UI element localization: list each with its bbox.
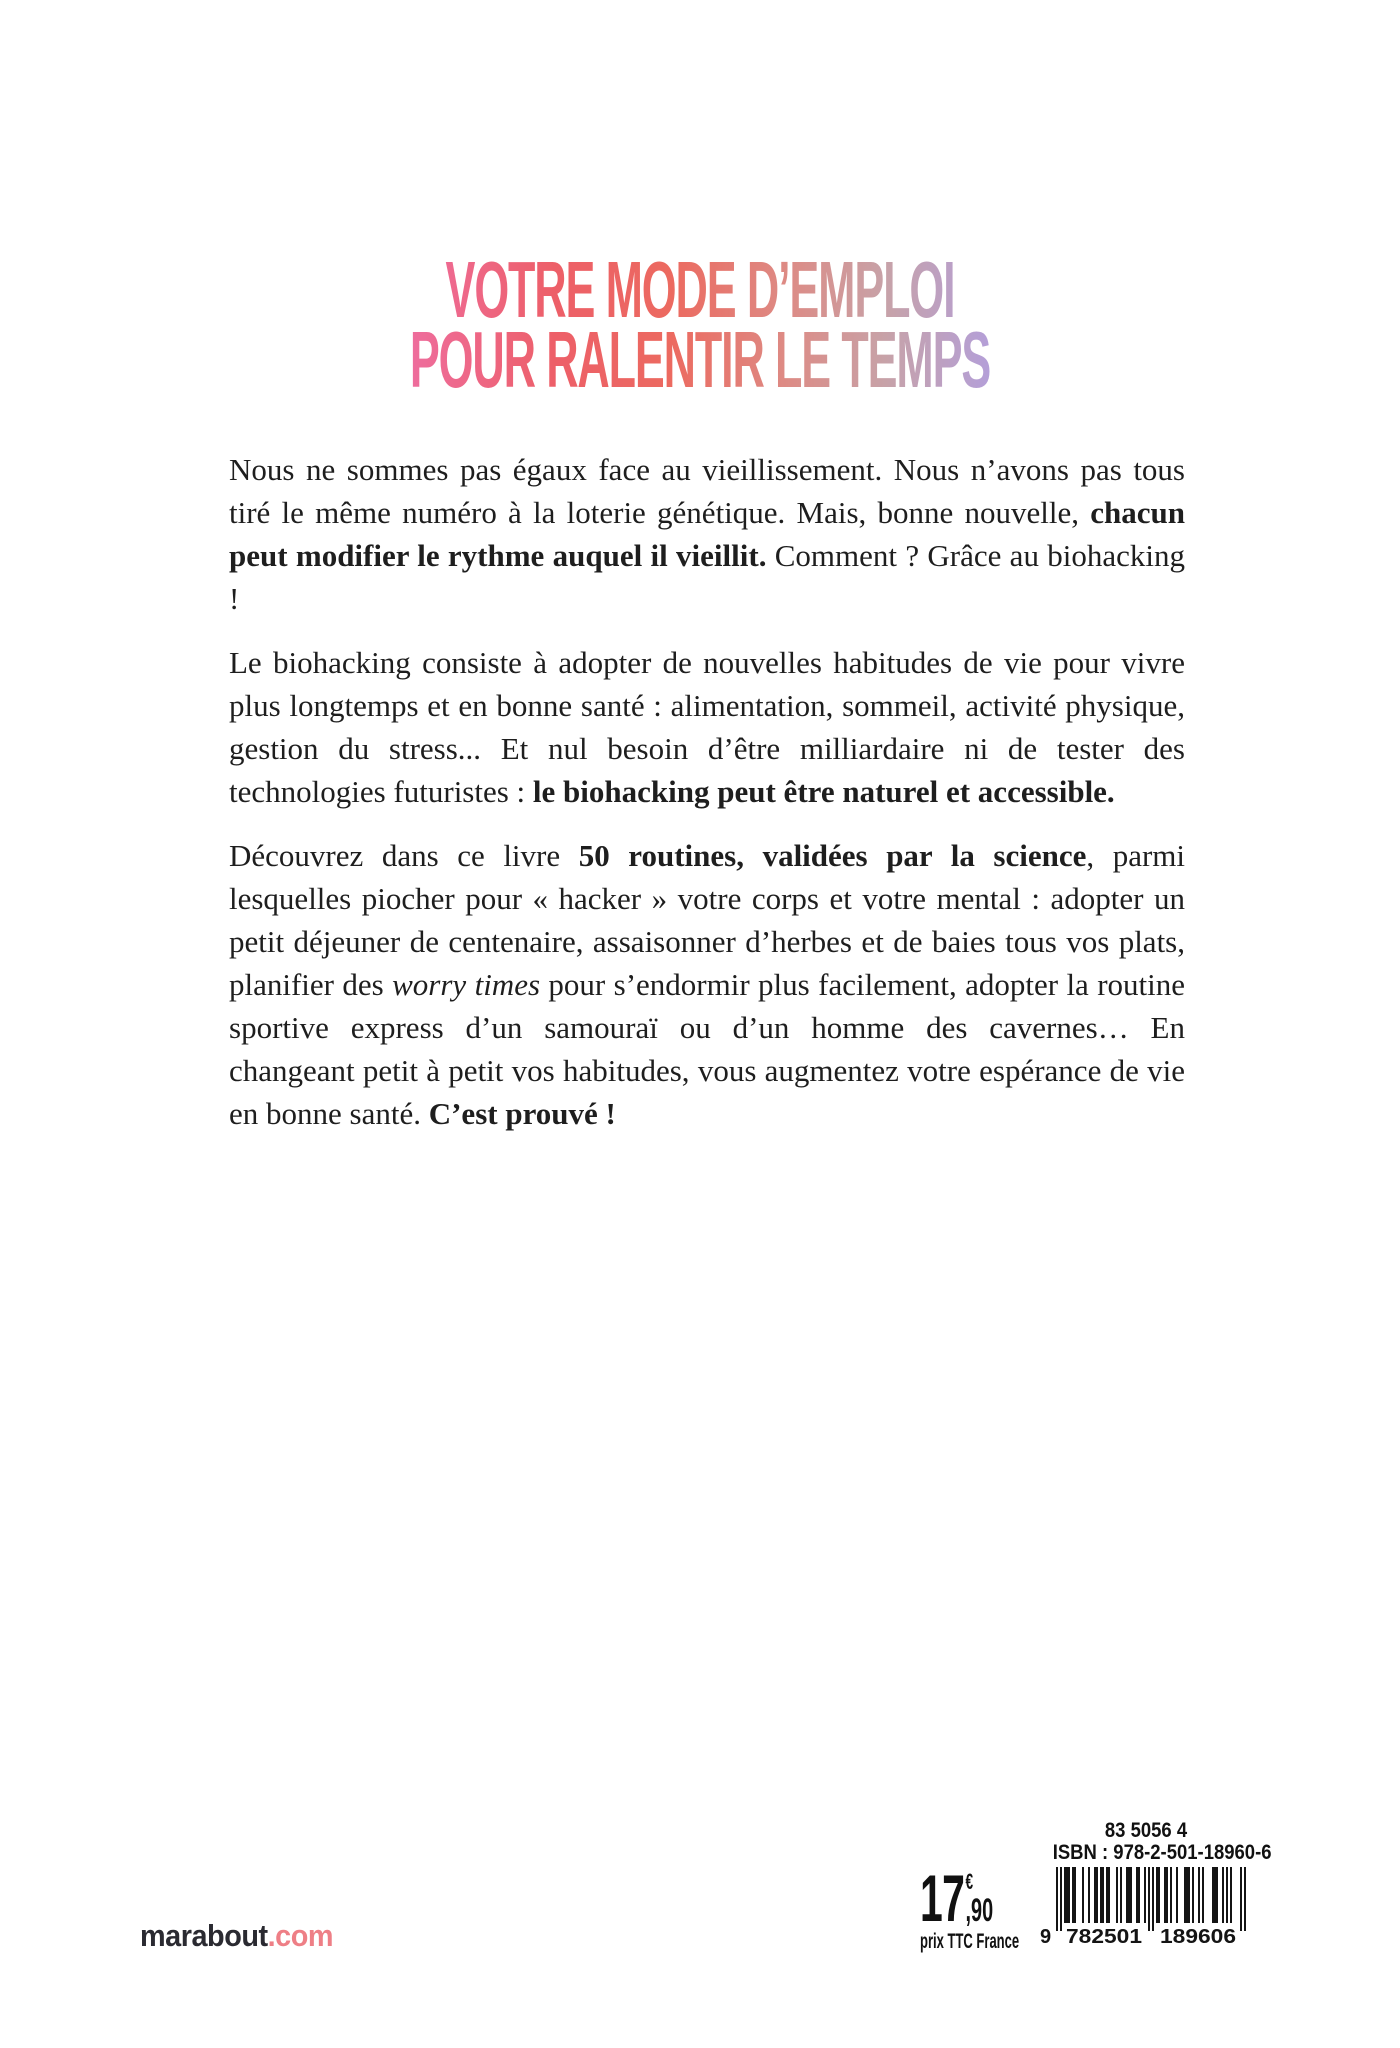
barcode-bar bbox=[1214, 1867, 1216, 1923]
barcode-bar bbox=[1184, 1867, 1186, 1923]
publisher-logo bbox=[140, 1918, 333, 1954]
barcode-bar bbox=[1152, 1867, 1154, 1931]
text-segment: worry times bbox=[392, 967, 541, 1002]
barcode-bar bbox=[1136, 1867, 1138, 1923]
text-segment: chacun peut modifier le rythme auquel il vieillit. bbox=[229, 495, 1185, 573]
barcode-bar bbox=[1226, 1867, 1228, 1923]
barcode-digits: 189606 bbox=[1160, 1926, 1236, 1945]
publisher-domain: .com bbox=[267, 1918, 334, 1953]
barcode-bar bbox=[1216, 1867, 1218, 1923]
text-segment: pour s’endormir plus facilement, adopter la routine sportive express d’un samouraï ou d’un homme des cavernes… En changeant petit à petit vos habitudes, vous augmentez votre espérance de vie en bonne santé. bbox=[229, 967, 1186, 1131]
product-code: 83 5056 4 bbox=[1104, 1819, 1188, 1842]
barcode-bar bbox=[1060, 1867, 1062, 1931]
euro-sign: € bbox=[965, 1869, 974, 1894]
text-segment: Comment ? Grâce au biohacking ! bbox=[229, 538, 1185, 616]
barcode-bar bbox=[1188, 1867, 1190, 1923]
barcode-bar bbox=[1198, 1867, 1200, 1923]
barcode-bar bbox=[1066, 1867, 1068, 1923]
price-amount: 17 bbox=[920, 1861, 965, 1935]
text-segment: C’est prouvé ! bbox=[428, 1096, 616, 1131]
title-line-2: POUR RALENTIR LE TEMPS bbox=[409, 315, 991, 404]
barcode-bar bbox=[1074, 1867, 1076, 1923]
barcode-bar bbox=[1148, 1867, 1150, 1931]
price bbox=[920, 1861, 1020, 1954]
barcode-bar bbox=[1240, 1867, 1242, 1931]
text-segment: 50 routines, validées par la science bbox=[578, 838, 1087, 873]
barcode-bar bbox=[1108, 1867, 1110, 1923]
barcode-bar bbox=[1106, 1867, 1108, 1923]
barcode-bar bbox=[1202, 1867, 1204, 1923]
barcode-digits: 9 bbox=[1040, 1926, 1052, 1945]
barcode-bar bbox=[1088, 1867, 1090, 1923]
barcode-bar bbox=[1144, 1867, 1146, 1923]
text-segment: , parmi lesquelles piocher pour « hacker » votre corps et votre mental : adopter un petit déjeuner de centenaire, assaisonner d’herbes et de baies tous vos plats, planifier des bbox=[229, 838, 1185, 1002]
paragraph bbox=[229, 641, 1185, 813]
barcode-bar bbox=[1094, 1867, 1096, 1923]
barcode-bar bbox=[1230, 1867, 1232, 1923]
barcode-bar bbox=[1186, 1867, 1188, 1923]
barcode-bar bbox=[1222, 1867, 1224, 1923]
barcode-bar bbox=[1096, 1867, 1098, 1923]
barcode-bar bbox=[1158, 1867, 1160, 1923]
text-segment: Découvrez dans ce livre bbox=[229, 838, 579, 873]
barcode-bar bbox=[1102, 1867, 1104, 1923]
text-segment: le biohacking peut être naturel et accessible. bbox=[532, 774, 1115, 809]
paragraph bbox=[229, 834, 1185, 1135]
barcode-bar bbox=[1176, 1867, 1178, 1923]
barcode-bar bbox=[1164, 1867, 1166, 1923]
barcode-bar bbox=[1126, 1867, 1128, 1923]
barcode-bar bbox=[1166, 1867, 1168, 1923]
paragraph bbox=[229, 448, 1185, 620]
barcode-bar bbox=[1128, 1867, 1130, 1923]
text-segment: Le biohacking consiste à adopter de nouvelles habitudes de vie pour vivre plus longtemps et en bonne santé : alimentation, sommeil, activité physique, gestion du stress... Et nul besoin d’être milliardaire ni de tester des technologies futuristes : bbox=[229, 645, 1185, 809]
barcode-bar bbox=[1120, 1867, 1122, 1923]
blurb bbox=[229, 448, 1185, 1135]
barcode-digits: 782501 bbox=[1066, 1926, 1142, 1945]
barcode-bar bbox=[1156, 1867, 1158, 1923]
ean13-barcode bbox=[1040, 1867, 1248, 1945]
barcode-bar bbox=[1100, 1867, 1102, 1923]
barcode-bar bbox=[1056, 1867, 1058, 1931]
title-line-1: VOTRE MODE D’EMPLOI bbox=[445, 245, 955, 334]
isbn: ISBN : 978-2-501-18960-6 bbox=[1052, 1841, 1272, 1864]
price-fraction bbox=[965, 1869, 994, 1928]
barcode-bar bbox=[1068, 1867, 1070, 1923]
codes-block bbox=[1040, 1819, 1272, 1945]
barcode-bar bbox=[1116, 1867, 1118, 1923]
barcode-bar bbox=[1072, 1867, 1074, 1923]
text-segment: Nous ne sommes pas égaux face au vieillissement. Nous n’avons pas tous tiré le même numéro à la loterie génétique. Mais, bonne nouvelle, bbox=[229, 452, 1185, 530]
barcode-bar bbox=[1082, 1867, 1084, 1923]
barcode-bar bbox=[1138, 1867, 1140, 1923]
barcode-bar bbox=[1130, 1867, 1132, 1923]
barcode-bar bbox=[1170, 1867, 1172, 1923]
book-title bbox=[409, 245, 991, 404]
barcode-bar bbox=[1192, 1867, 1194, 1923]
price-label: prix TTC France bbox=[920, 1930, 1020, 1953]
barcode-bar bbox=[1212, 1867, 1214, 1923]
price-main bbox=[920, 1861, 1019, 1935]
price-cents: ,90 bbox=[965, 1892, 994, 1928]
barcode-bar bbox=[1244, 1867, 1246, 1931]
publisher-name: marabout bbox=[140, 1918, 268, 1953]
barcode-bar bbox=[1064, 1867, 1066, 1923]
